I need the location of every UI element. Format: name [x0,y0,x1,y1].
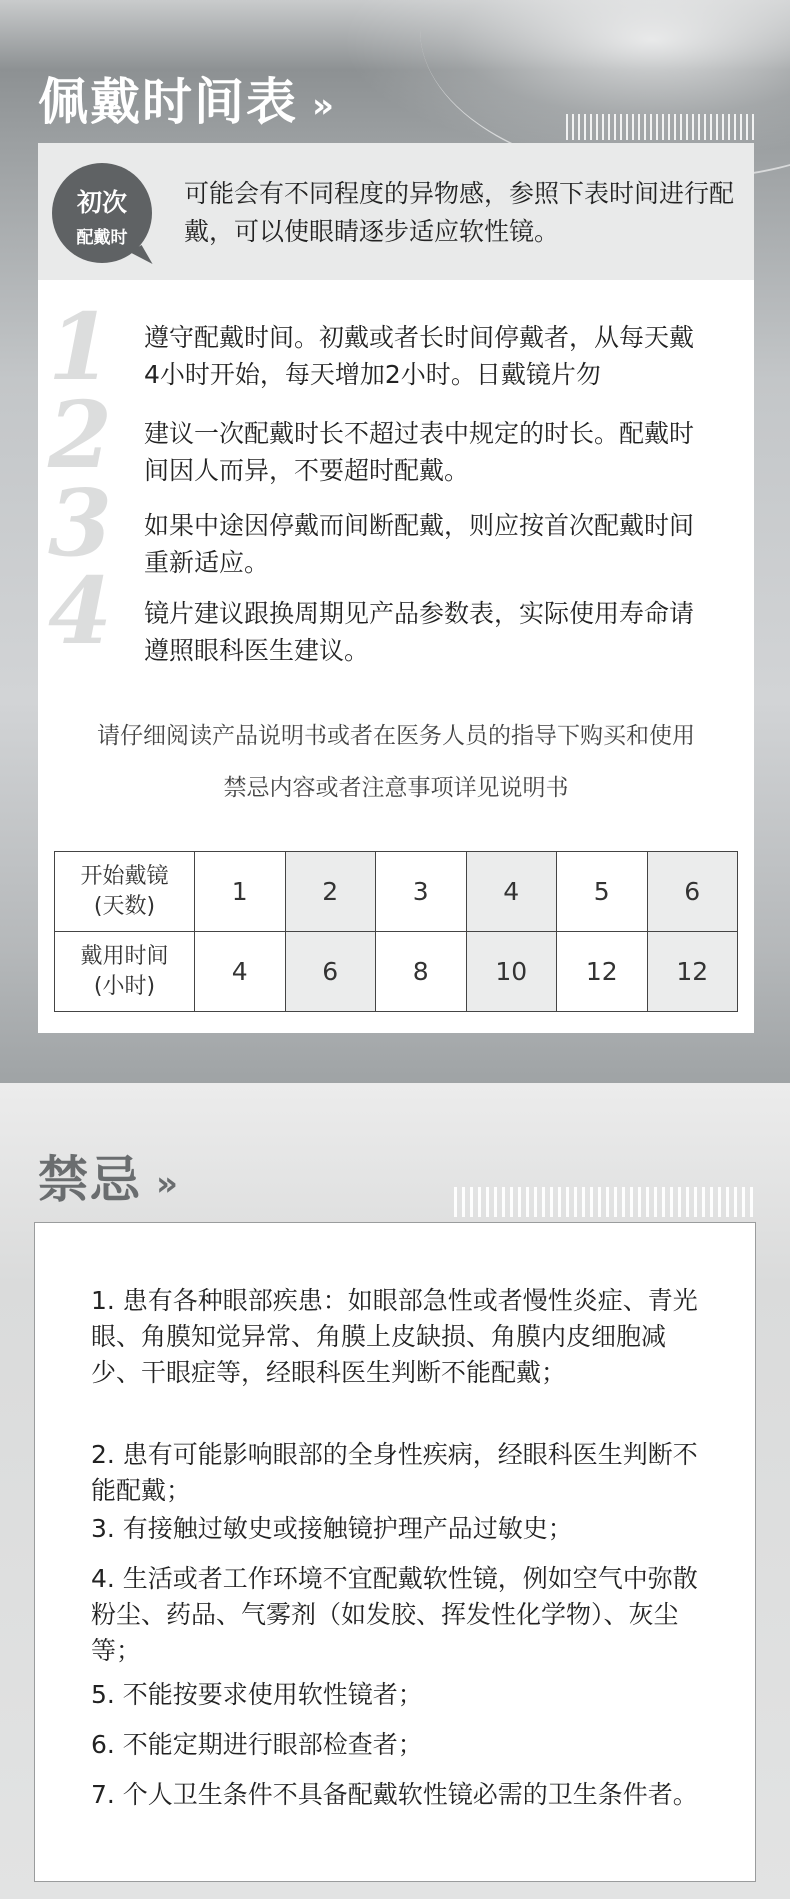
row-head-hours-b: (小时) [93,973,156,999]
table-row-hours [55,932,738,1012]
table-cell: 5 [557,852,648,932]
first-wear-badge [52,163,152,263]
chevron-right-icon: ›› [156,1163,173,1204]
section-title-text: 佩戴时间表 [38,73,298,131]
table-cell: 8 [376,932,467,1012]
table-row-days [55,852,738,932]
chevron-right-icon: ›› [312,85,329,126]
section-title-contraindications [38,1140,172,1212]
contra-item-7: 7. 个人卫生条件不具备配戴软性镜必需的卫生条件者。 [91,1780,698,1809]
badge-line1: 初次 [76,188,127,217]
badge-line2: 配戴时 [76,228,128,248]
section-title-text: 禁忌 [38,1151,142,1209]
rule-3: 如果中途因停戴而间断配戴，则应按首次配戴时间重新适应。 [144,511,695,577]
rule-number-3: 3 [48,469,113,577]
section-title-schedule [38,62,328,134]
contraindications-card [34,1222,756,1882]
rule-number-2: 2 [48,381,113,489]
rule-1: 遵守配戴时间。初戴或者长时间停戴者，从每天戴4小时开始，每天增加2小时。日戴镜片勿 [144,323,695,389]
table-cell: 1 [195,852,286,932]
row-head-days-b: (天数) [93,893,156,919]
row-head-hours [55,932,195,1012]
schedule-card [38,143,754,1033]
row-head-days-a: 开始戴镜 [80,863,169,889]
table-cell: 4 [466,852,557,932]
row-head-days [55,852,195,932]
table-cell: 12 [557,932,648,1012]
contra-item-2: 2. 患有可能影响眼部的全身性疾病，经眼科医生判断不能配戴； [91,1440,698,1505]
notice-contraindications: 禁忌内容或者注意事项详见说明书 [223,775,569,801]
rule-numbers [48,293,138,665]
rule-2: 建议一次配戴时长不超过表中规定的时长。配戴时间因人而异，不要超时配戴。 [144,419,695,485]
schedule-table [54,851,738,1012]
intro-text: 可能会有不同程度的异物感，参照下表时间进行配戴，可以使眼睛逐步适应软性镜。 [184,179,735,246]
table-cell: 10 [466,932,557,1012]
rule-number-1: 1 [48,293,113,401]
table-cell: 2 [285,852,376,932]
table-cell: 6 [647,852,738,932]
row-head-hours-a: 戴用时间 [80,943,169,969]
contra-item-1: 1. 患有各种眼部疾患：如眼部急性或者慢性炎症、青光眼、角膜知觉异常、角膜上皮缺损、角膜内皮细胞减少、干眼症等，经眼科医生判断不能配戴； [91,1286,698,1387]
table-cell: 6 [285,932,376,1012]
decor-stripes [566,114,754,140]
contra-item-6: 6. 不能定期进行眼部检查者； [91,1730,423,1759]
table-cell: 4 [195,932,286,1012]
contra-item-4: 4. 生活或者工作环境不宜配戴软性镜，例如空气中弥散粉尘、药品、气雾剂（如发胶、挥发性化学物）、灰尘等； [91,1564,698,1665]
table-cell: 12 [647,932,738,1012]
decor-stripes [454,1187,756,1217]
notice-purchase: 请仔细阅读产品说明书或者在医务人员的指导下购买和使用 [97,723,695,749]
contra-item-5: 5. 不能按要求使用软性镜者； [91,1680,423,1709]
rule-number-4: 4 [48,557,113,665]
table-cell: 3 [376,852,467,932]
intro-band [38,143,754,280]
contra-item-3: 3. 有接触过敏史或接触镜护理产品过敏史； [91,1514,573,1543]
rule-4: 镜片建议跟换周期见产品参数表，实际使用寿命请遵照眼科医生建议。 [144,599,695,665]
